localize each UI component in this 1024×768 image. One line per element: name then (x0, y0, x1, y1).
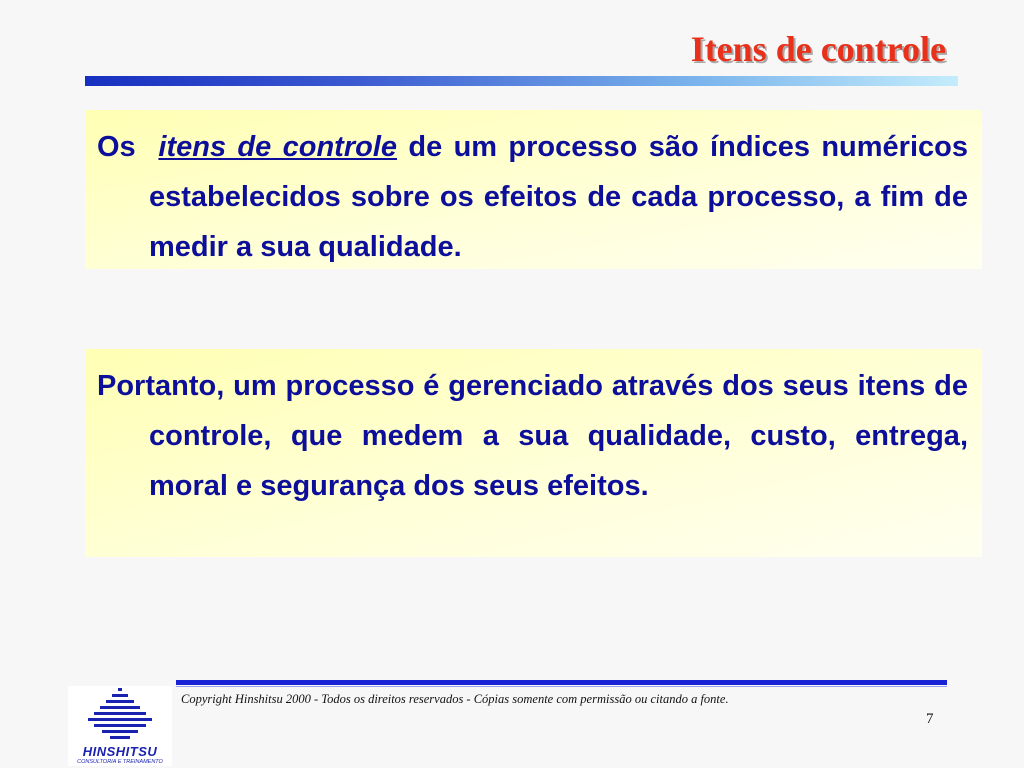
paragraph-management: Portanto, um processo é gerenciado através dos seus itens de controle, que medem a sua qualidade, custo, entrega, moral e segurança dos seus efeitos. (97, 370, 968, 502)
copyright-notice: Copyright Hinshitsu 2000 - Todos os direitos reservados - Cópias somente com permissão ou citando a fonte. (181, 692, 729, 706)
page-number: 7 (926, 711, 934, 727)
paragraph-definition (85, 110, 982, 272)
footer-divider-thin (176, 686, 947, 687)
footer-divider (176, 680, 947, 685)
emphasis-term: itens de controle (158, 131, 398, 163)
text-box-definition (85, 110, 982, 269)
logo-subtitle: CONSULTORIA E TREINAMENTO (77, 759, 163, 765)
title-underline-bar (85, 76, 958, 86)
logo-wordmark: HINSHITSU (82, 744, 158, 759)
slide-title: Itens de controle (690, 29, 946, 69)
pyramid-logo-icon (68, 686, 172, 746)
paragraph-rest: de um processo são índices numéricos estabelecidos sobre os efeitos de cada processo, a fim de medir a sua qualidade. (149, 131, 968, 263)
hinshitsu-logo (68, 686, 172, 766)
paragraph-lead: Os (97, 131, 136, 163)
text-box-management (85, 349, 982, 557)
